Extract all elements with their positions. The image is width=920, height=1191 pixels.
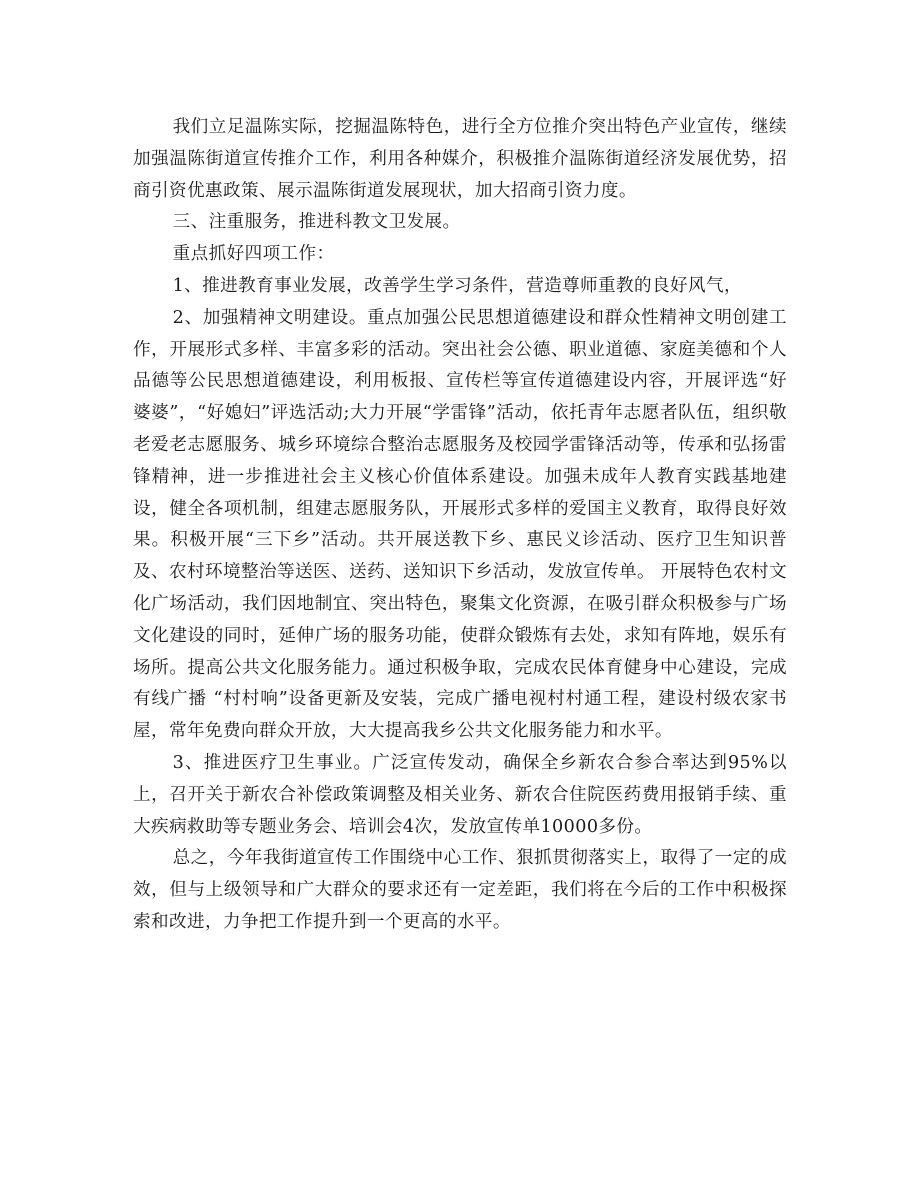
paragraph-summary: 总之，今年我街道宣传工作围绕中心工作、狠抓贯彻落实上，取得了一定的成效，但与上级领导和广大群众的要求还有一定差距，我们将在今后的工作中积极探索和改进，力争把工作提升到一个更高的水平。 bbox=[133, 848, 787, 932]
paragraph-promotion: 我们立足温陈实际，挖掘温陈特色，进行全方位推介突出特色产业宣传，继续加强温陈街道宣传推介工作，利用各种媒介，积极推介温陈街道经济发展优势，招商引资优惠政策、展示温陈街道发展现状，加大招商引资力度。 bbox=[133, 117, 787, 201]
paragraph-healthcare: 3、推进医疗卫生事业。广泛宣传发动，确保全乡新农合参合率达到95%以上，召开关于新农合补偿政策调整及相关业务、新农合住院医药费用报销手续、重大疾病救助等专题业务会、培训会4次，发放宣传单10000多份。 bbox=[133, 752, 787, 837]
document-body bbox=[133, 112, 787, 939]
paragraph-civilization: 2、加强精神文明建设。重点加强公民思想道德建设和群众性精神文明创建工作，开展形式多样、丰富多彩的活动。突出社会公德、职业道德、家庭美德和个人品德等公民思想道德建设，利用板报、宣传栏等宣传道德建设内容，开展评选“好婆婆”，“好媳妇”评选活动;大力开展“学雷锋”活动，依托青年志愿者队伍，组织敬老爱老志愿服务、城乡环境综合整治志愿服务及校园学雷锋活动等，传承和弘扬雷锋精神，进一步推进社会主义核心价值体系建设。加强未成年人教育实践基地建设，健全各项机制，组建志愿服务队，开展形式多样的爱国主义教育，取得良好效果。积极开展“三下乡”活动。共开展送教下乡、惠民义诊活动、医疗卫生知识普及、农村环境整治等送医、送药、送知识下乡活动，发放宣传单。 开展特色农村文化广场活动，我们因地制宜、突出特色，聚集文化资源，在吸引群众积极参与广场文化建设的同时，延伸广场的服务功能，使群众锻炼有去处，求知有阵地，娱乐有场所。提高公共文化服务能力。通过积极争取，完成农民体育健身中心建设，完成有线广播 “村村响”设备更新及安装，完成广播电视村村通工程，建设村级农家书屋，常年免费向群众开放，大大提高我乡公共文化服务能力和水平。 bbox=[133, 307, 787, 742]
section-heading-services: 三、注重服务，推进科教文卫发展。 bbox=[172, 212, 461, 233]
paragraph-four-tasks: 重点抓好四项工作： bbox=[172, 244, 335, 265]
paragraph-education: 1、推进教育事业发展，改善学生学习条件，营造尊师重教的良好风气， bbox=[172, 275, 742, 296]
